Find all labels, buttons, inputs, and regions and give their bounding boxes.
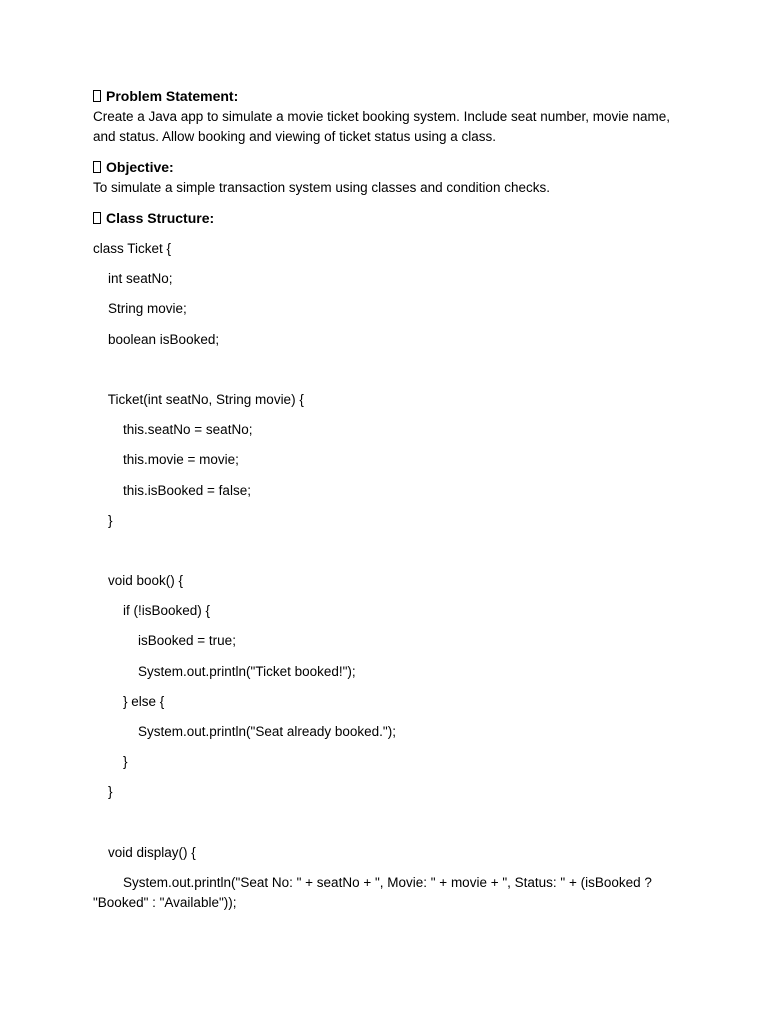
problem-statement-heading-text: Problem Statement: [106, 88, 239, 104]
code-line: this.isBooked = false; [93, 482, 251, 498]
code-line: Ticket(int seatNo, String movie) { [93, 391, 304, 407]
code-line [93, 813, 675, 843]
code-block [93, 239, 675, 913]
code-line: boolean isBooked; [93, 331, 220, 347]
code-line [93, 360, 675, 390]
code-line: this.movie = movie; [93, 452, 239, 468]
code-line: int seatNo; [93, 271, 173, 287]
objective-text: To simulate a simple transaction system using classes and condition checks. [93, 180, 550, 195]
objective-section [93, 157, 675, 198]
class-structure-heading-text: Class Structure: [106, 210, 215, 226]
code-line: System.out.println("Ticket booked!"); [93, 663, 356, 679]
code-line: void display() { [93, 844, 196, 860]
problem-statement-text: Create a Java app to simulate a movie ticket booking system. Include seat number, movie name, and status. Allow booking and viewing of ticket status using a class. [93, 109, 671, 144]
code-line: } [93, 754, 128, 770]
code-line-part: System.out.println("Seat No: " + seatNo + ", Movie: " + movie + ", Status: " + (isBooked ? [93, 874, 652, 890]
code-line: } [93, 784, 113, 800]
class-structure-heading [93, 208, 675, 228]
box-glyph-icon [93, 212, 101, 224]
class-structure-section [93, 208, 675, 913]
code-line: void book() { [93, 573, 184, 589]
code-line: isBooked = true; [93, 633, 236, 649]
problem-statement-heading [93, 86, 675, 106]
code-line: } else { [93, 693, 165, 709]
code-line: this.seatNo = seatNo; [93, 422, 253, 438]
box-glyph-icon [93, 90, 101, 102]
objective-heading-text: Objective: [106, 159, 174, 175]
code-line: System.out.println("Seat already booked."); [93, 724, 396, 739]
code-line-continuation: "Booked" : "Available")); [93, 894, 237, 910]
code-line: } [93, 512, 113, 528]
code-line: if (!isBooked) { [93, 603, 211, 619]
objective-heading [93, 157, 675, 177]
box-glyph-icon [93, 161, 101, 173]
problem-statement-section [93, 86, 675, 147]
code-line: String movie; [93, 301, 187, 317]
code-line: class Ticket { [93, 241, 172, 256]
code-line-wrapped [93, 873, 678, 913]
code-line [93, 541, 675, 571]
